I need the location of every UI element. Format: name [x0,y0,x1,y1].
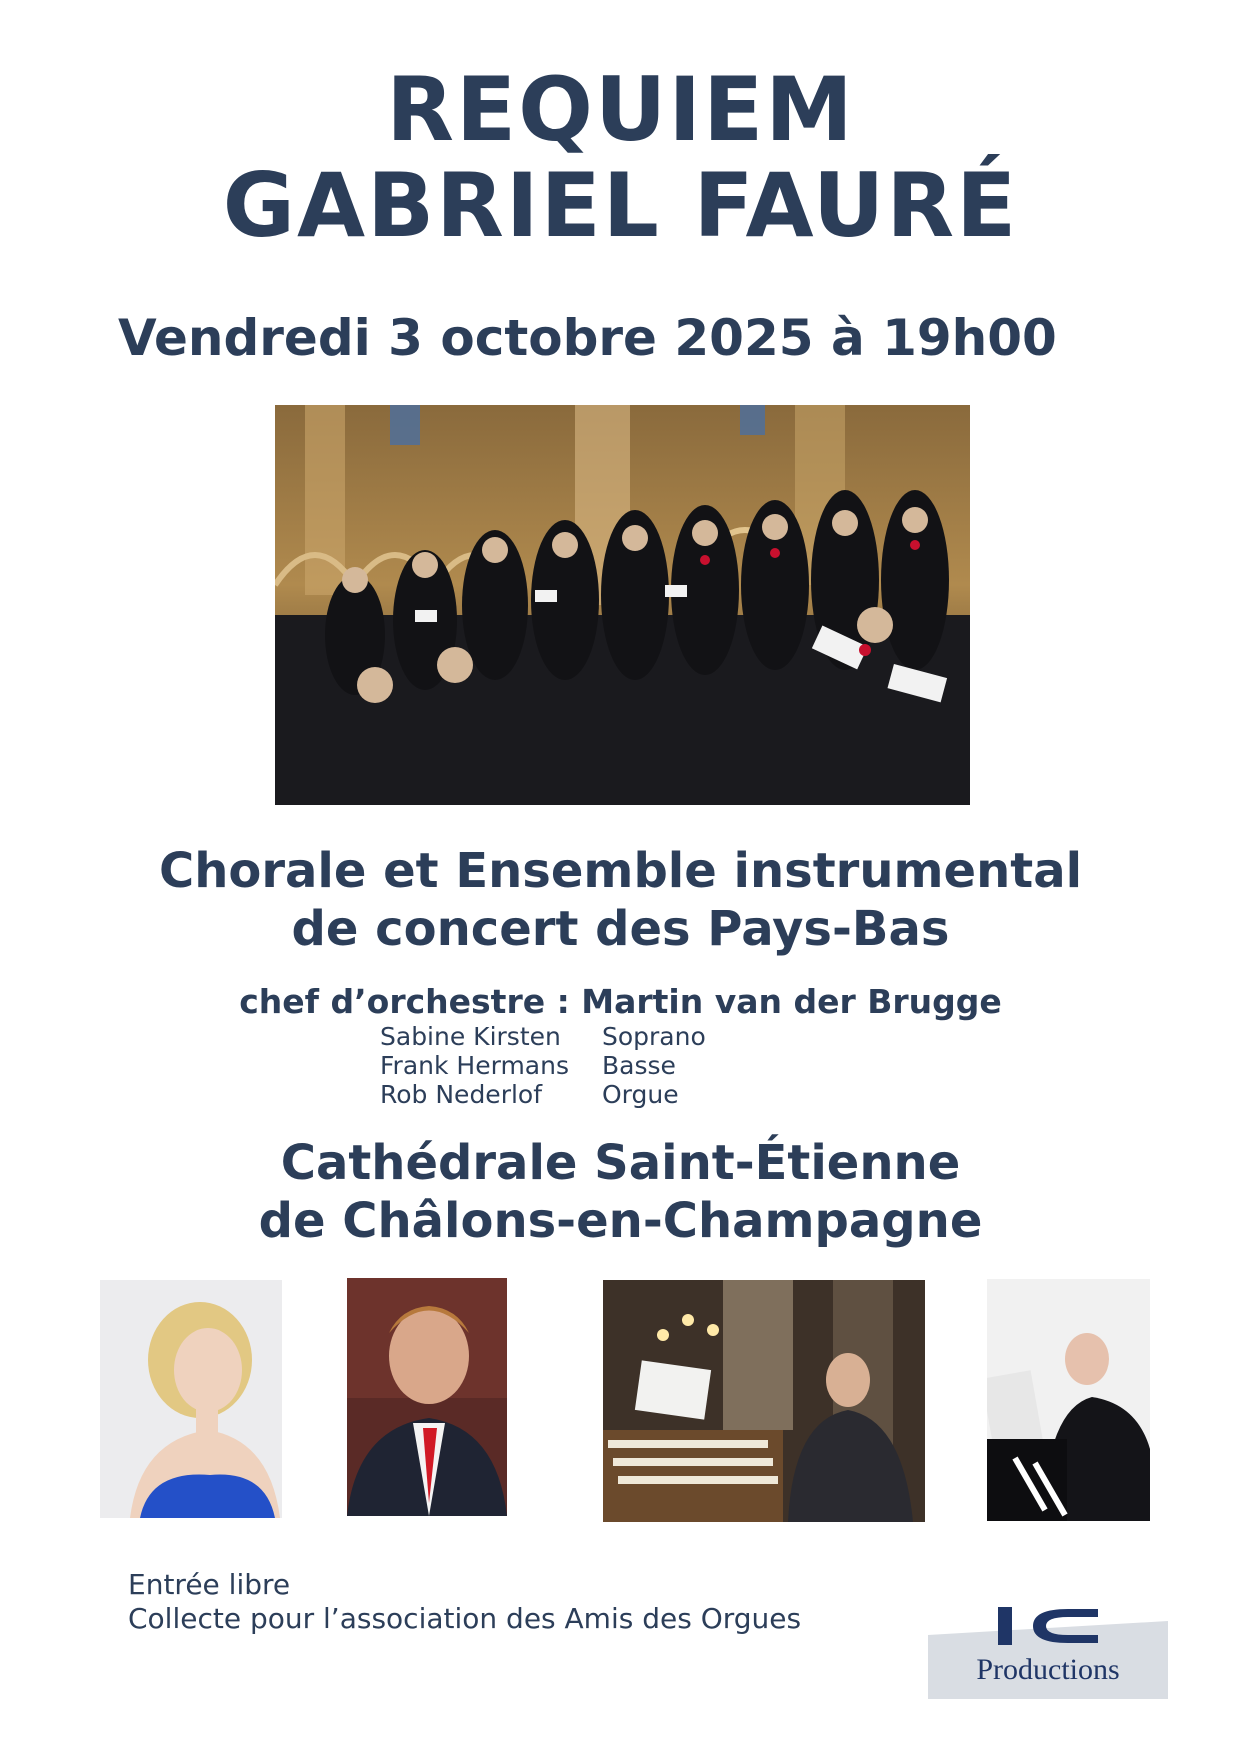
soloist-role: Basse [602,1051,676,1080]
bass-photo [347,1278,507,1516]
pianist-photo [987,1279,1150,1521]
logo-text: Productions [976,1653,1120,1686]
soprano-photo [100,1280,282,1518]
soloist-role: Orgue [602,1080,679,1109]
venue-line-2: de Châlons-en-Champagne [258,1193,983,1249]
soloist-role: Soprano [602,1022,706,1051]
venue-line-1: Cathédrale Saint-Étienne [280,1135,961,1191]
soloist-name: Sabine Kirsten [380,1022,561,1051]
entry-text: Entrée libre [128,1568,291,1601]
collection-text: Collecte pour l’association des Amis des Orgues [128,1602,802,1635]
title-line-1: REQUIEM [386,58,855,161]
soloist-name: Rob Nederlof [380,1080,543,1109]
title-line-2: GABRIEL FAURÉ [222,154,1019,257]
organist-photo [603,1280,925,1522]
ensemble-line-1: Chorale et Ensemble instrumental [158,843,1083,899]
choir-photo [275,405,970,805]
soloist-name: Frank Hermans [380,1051,569,1080]
conductor-line: chef d’orchestre : Martin van der Brugge [239,982,1002,1021]
concert-date: Vendredi 3 octobre 2025 à 19h00 [118,309,1057,367]
ensemble-line-2: de concert des Pays-Bas [291,901,950,957]
ic-productions-logo [928,1595,1168,1699]
